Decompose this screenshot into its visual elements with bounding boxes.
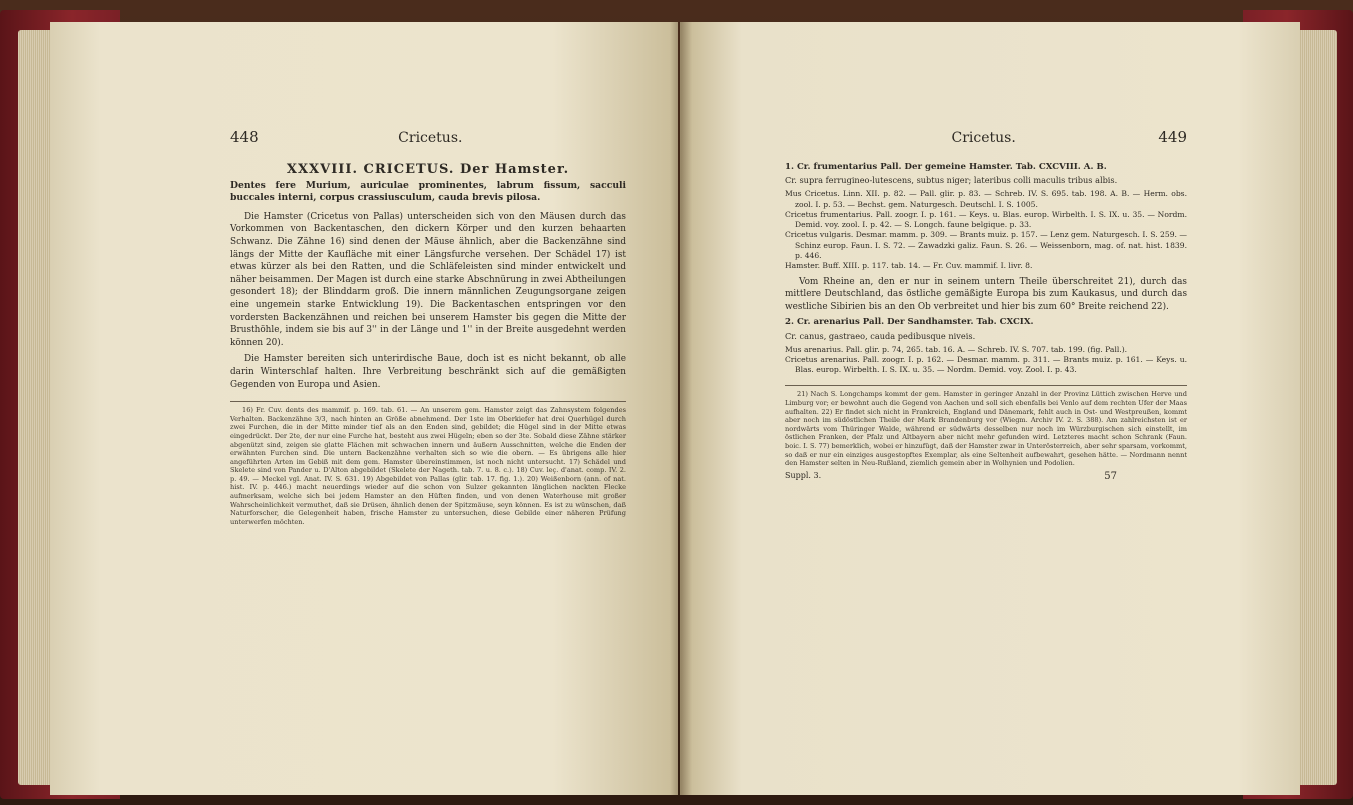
running-title: Cricetus. [398,130,463,146]
left-running-head [230,128,626,146]
right-page-content [785,128,1187,482]
book-gutter [670,22,692,795]
species-heading: 2. Cr. arenarius Pall. Der Sandhamster. Tab. CXCIX. [785,317,1034,328]
sheet-number: 57 [1104,470,1117,482]
footnote: 21) Nach S. Longchamps kommt der gem. Hamster in geringer Anzahl in der Provinz Lüttich zwischen Herve und Limburg vor; er bewohnt auch die Gegend von Aachen und soll sich ebenfalls bei Venlo auf dem rechten Ufer der Maas aufhalten. 22) Er findet sich nicht in Frankreich, England und Dänemark, fehlt auch in Ost- und Westpreußen, kommt aber noch im südöstlichen Theile der Mark Brandenburg vor (Wiegm. Archiv IV. 2. S. 388). Am zahlreichsten ist er nordwärts vom Thüringer Walde, während er südwärts desselben nur noch im Würzburgischen sich einstellt, im östlichen Franken, der Pfalz und Altbayern aber nicht mehr gefunden wird. Letzteres macht schon Schrank (Faun. boic. I. S. 77) bemerklich, wobei er hinzufügt, daß der Hamster zwar in Unterösterreich, aber sehr sparsam, vorkommt, so daß er nur ein einziges ausgestopftes Exemplar, als eine Seltenheit aufbewahrt, gesehen hätte. — Nordmann nennt den Hamster selten in Neu-Rußland, ziemlich gemein aber in Wolhynien und Podolien. [785,390,1187,468]
signature-mark: Suppl. 3. [785,470,822,480]
genus-diagnosis: Dentes fere Murium, auriculae prominentes, labrum fissum, sacculi buccales interni, corpus crassiusculum, cauda brevis pilosa. [230,180,626,204]
right-page [680,22,1300,795]
footnote: 16) Fr. Cuv. dents des mammif. p. 169. tab. 61. — An unserem gem. Hamster zeigt das Zahnsystem folgendes Verhalten. Backenzähne 3/3, nach hinten an Größe abnehmend. Der 1ste im Oberkiefer hat drei Querhügel durch zwei Furchen, die in der Mitte minder tief als an den Enden sind, gebildet; die Hügel sind in der Mitte etwas eingedrückt. Der 2te, der nur eine Furche hat, besteht aus zwei Hügeln; eben so der 3te. Sobald diese Zähne stärker abgenützt sind, zeigen sie glatte Flächen mit schwachen innern und äußern Ausschnitten, welche die Enden der erwähnten Furchen sind. Die untern Backenzähne verhalten sich so wie die obern. — Es übrigens alle hier angeführten Arten im Gebiß mit dem gem. Hamster übereinstimmen, ist noch nicht untersucht. 17) Schädel und Skelete sind von Pander u. D'Alton abgebildet (Skelete der Nageth. tab. 7. u. 8. c.). 18) Cuv. leç. d'anat. comp. IV. 2. p. 49. — Meckel vgl. Anat. IV. S. 631. 19) Abgebildet von Pallas (glir. tab. 17. fig. 1.). 20) Weißenborn (ann. of nat. hist. IV. p. 446.) macht neuerdings wieder auf die schon von Sulzer gekannten länglichen nackten Flecke aufmerksam, welche sich bei jedem Hamster an den Hüften finden, und von denen Waterhouse mit großer Wahrscheinlichkeit vermuthet, daß sie Drüsen, ähnlich denen der Spitzmäuse, seyn können. Es ist zu wünschen, daß Naturforscher, die Gelegenheit haben, frische Hamster zu untersuchen, diese Gebilde einer näheren Prüfung unterwerfen möchten. [230,406,626,526]
synonym-entry: Mus arenarius. Pall. glir. p. 74, 265. tab. 16. A. — Schreb. IV. S. 707. tab. 199. (fig. Pall.). [785,344,1128,354]
synonym-list [785,345,1187,376]
species-diagnosis: Cr. supra ferrugineo-lutescens, subtus niger; lateribus colli maculis tribus albis. [785,175,1118,186]
right-running-head [785,128,1187,146]
species-heading: 1. Cr. frumentarius Pall. Der gemeine Hamster. Tab. CXCVIII. A. B. [785,162,1107,172]
synonym-entry: Cricetus vulgaris. Desmar. mamm. p. 309. — Brants muiz. p. 157. — Lenz gem. Naturgesch. I. S. 259. — Schinz europ. Faun. I. S. 72. — Zawadzki galiz. Faun. S. 26. — Weissenborn, mag. of. nat. hist. 1839. p. 446. [785,230,1187,260]
left-page [50,22,678,795]
signature-row [785,471,1187,482]
paragraph: Die Hamster bereiten sich unterirdische Baue, doch ist es nicht bekannt, ob alle darin Winterschlaf halten. Ihre Verbreitung beschränkt sich auf die gemäßigten Gegenden von Europa und Asien. [230,354,626,390]
synonym-list [785,189,1187,271]
chapter-title: XXXVIII. CRICETUS. Der Hamster. [286,162,570,177]
species-range-text: Vom Rheine an, den er nur in seinem untern Theile überschreitet 21), durch das mittlere Deutschland, das östliche gemäßigte Europa bis zum Kaukasus, und durch das westliche Sibirien bis an den Ob verbreitet und hier bis zum 60° Breite reichend 22). [785,276,1187,312]
synonym-entry: Cricetus arenarius. Pall. zoogr. I. p. 162. — Desmar. mamm. p. 311. — Brants muiz. p. 161. — Keys. u. Blas. europ. Wirbelth. I. S. IX. u. 35. — Nordm. Demid. voy. Zool. I. p. 43. [785,354,1187,375]
synonym-entry: Cricetus frumentarius. Pall. zoogr. I. p. 161. — Keys. u. Blas. europ. Wirbelth. I. S. IX. u. 35. — Nordm. Demid. voy. zool. I. p. 42. — S. Longch. faune belgique. p. 33. [785,209,1187,230]
page-number: 449 [1158,128,1187,146]
paragraph: Die Hamster (Cricetus von Pallas) unterscheiden sich von den Mäusen durch das Vorkommen von Backentaschen, den dickern Körper und den kurzen behaarten Schwanz. Die Zähne 16) sind denen der Mäuse ähnlich, aber die Backenzähne sind längs der Mitte der Kaufläche mit einer Längsfurche versehen. Der Schädel 17) ist etwas kürzer als bei den Ratten, und die Schläfeleisten sind minder entwickelt und näher beisammen. Der Magen ist durch eine starke Abschnürung in zwei Abtheilungen gesondert 18); der Blinddarm groß. Die innern männlichen Zeugungsorgane zeigen eine ungemein starke Entwicklung 19). Die Backentaschen entspringen vor den vordersten Backenzähnen und reichen bei unserem Hamster bis gegen die Mitte der Brusthöhle, indem sie bis auf 3'' in der Länge und 1'' in der Breite ausgedehnt werden können 20). [230,211,626,348]
page-number: 448 [230,128,259,146]
synonym-entry: Mus Cricetus. Linn. XII. p. 82. — Pall. glir. p. 83. — Schreb. IV. S. 695. tab. 198. A. B. — Herm. obs. zool. I. p. 53. — Bechst. gem. Naturgesch. Deutschl. I. S. 1005. [785,189,1187,209]
synonym-entry: Hamster. Buff. XIII. p. 117. tab. 14. — Fr. Cuv. mammif. I. livr. 8. [785,261,1033,271]
running-title: Cricetus. [951,130,1016,146]
footnotes [785,385,1187,467]
footnotes [230,401,626,526]
left-page-content [230,128,626,526]
page-edges-right [1295,30,1337,785]
species-diagnosis: Cr. canus, gastraeo, cauda pedibusque niveis. [785,330,976,341]
